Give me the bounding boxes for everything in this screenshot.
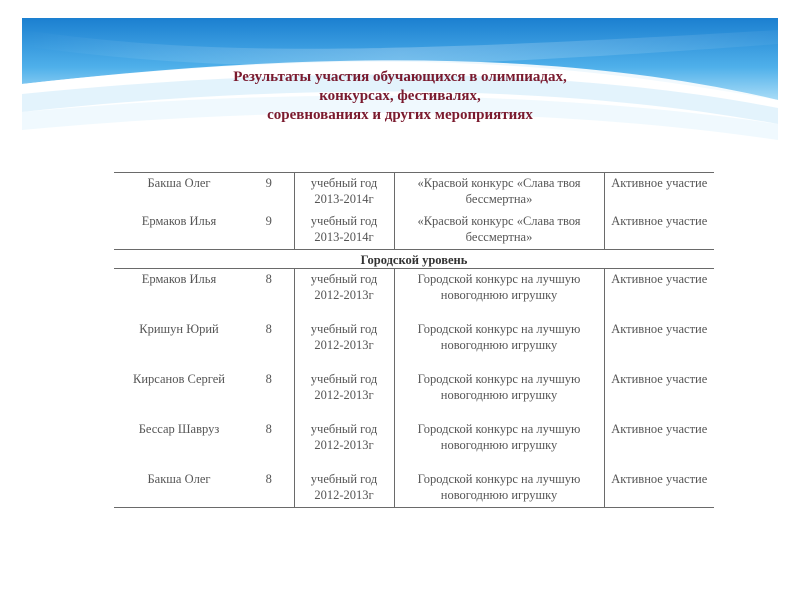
cell-year: учебный год 2012-2013г bbox=[294, 469, 394, 508]
cell-event: «Красвой конкурс «Слава твоя бессмертна» bbox=[394, 173, 604, 212]
cell-name: Бессар Шавруз bbox=[138, 422, 220, 436]
cell-result: Активное участие bbox=[604, 469, 714, 508]
cell-event: Городской конкурс на лучшую новогоднюю игрушку bbox=[394, 319, 604, 369]
cell-grade: 8 bbox=[265, 322, 272, 336]
cell-year: учебный год 2013-2014г bbox=[294, 211, 394, 250]
table-row bbox=[114, 269, 714, 320]
cell-name: Ермаков Илья bbox=[141, 214, 217, 228]
cell-event: Городской конкурс на лучшую новогоднюю игрушку bbox=[394, 369, 604, 419]
cell-name: Кришун Юрий bbox=[139, 322, 219, 336]
table-row bbox=[114, 319, 714, 369]
title-line-2: конкурсах, фестивалях, bbox=[319, 88, 481, 104]
cell-year: учебный год 2012-2013г bbox=[294, 319, 394, 369]
cell-grade: 8 bbox=[244, 469, 294, 508]
table-row bbox=[114, 211, 714, 250]
cell-grade: 8 bbox=[265, 422, 272, 436]
cell-name: Бакша Олег bbox=[114, 173, 244, 212]
cell-grade: 9 bbox=[265, 214, 272, 228]
cell-event: «Красвой конкурс «Слава твоя бессмертна» bbox=[394, 211, 604, 250]
cell-event: Городской конкурс на лучшую новогоднюю игрушку bbox=[394, 469, 604, 508]
cell-year: учебный год 2012-2013г bbox=[294, 419, 394, 469]
title-line-3: соревнованиях и других мероприятиях bbox=[267, 107, 533, 123]
title-line-1: Результаты участия обучающихся в олимпиадах, bbox=[233, 69, 567, 85]
cell-year: учебный год 2012-2013г bbox=[294, 369, 394, 419]
cell-name: Кирсанов Сергей bbox=[133, 372, 225, 386]
cell-result: Активное участие bbox=[611, 372, 708, 386]
cell-event: Городской конкурс на лучшую новогоднюю игрушку bbox=[394, 269, 604, 320]
cell-result: Активное участие bbox=[611, 272, 708, 286]
cell-name: Бакша Олег bbox=[114, 469, 244, 508]
table-row bbox=[114, 419, 714, 469]
cell-result: Активное участие bbox=[611, 322, 708, 336]
table-row bbox=[114, 469, 714, 508]
cell-year: учебный год 2012-2013г bbox=[294, 269, 394, 320]
table-row bbox=[114, 173, 714, 212]
cell-grade: 8 bbox=[265, 272, 272, 286]
section-heading: Городской уровень bbox=[114, 250, 714, 269]
cell-result: Активное участие bbox=[604, 173, 714, 212]
cell-name: Ермаков Илья bbox=[141, 272, 217, 286]
cell-event: Городской конкурс на лучшую новогоднюю игрушку bbox=[394, 419, 604, 469]
cell-grade: 8 bbox=[265, 372, 272, 386]
results-table bbox=[114, 172, 714, 508]
cell-year: учебный год 2013-2014г bbox=[294, 173, 394, 212]
cell-grade: 9 bbox=[244, 173, 294, 212]
section-heading-row bbox=[114, 250, 714, 269]
slide-title bbox=[160, 68, 640, 125]
table-row bbox=[114, 369, 714, 419]
cell-result: Активное участие bbox=[611, 214, 708, 228]
cell-result: Активное участие bbox=[611, 422, 708, 436]
